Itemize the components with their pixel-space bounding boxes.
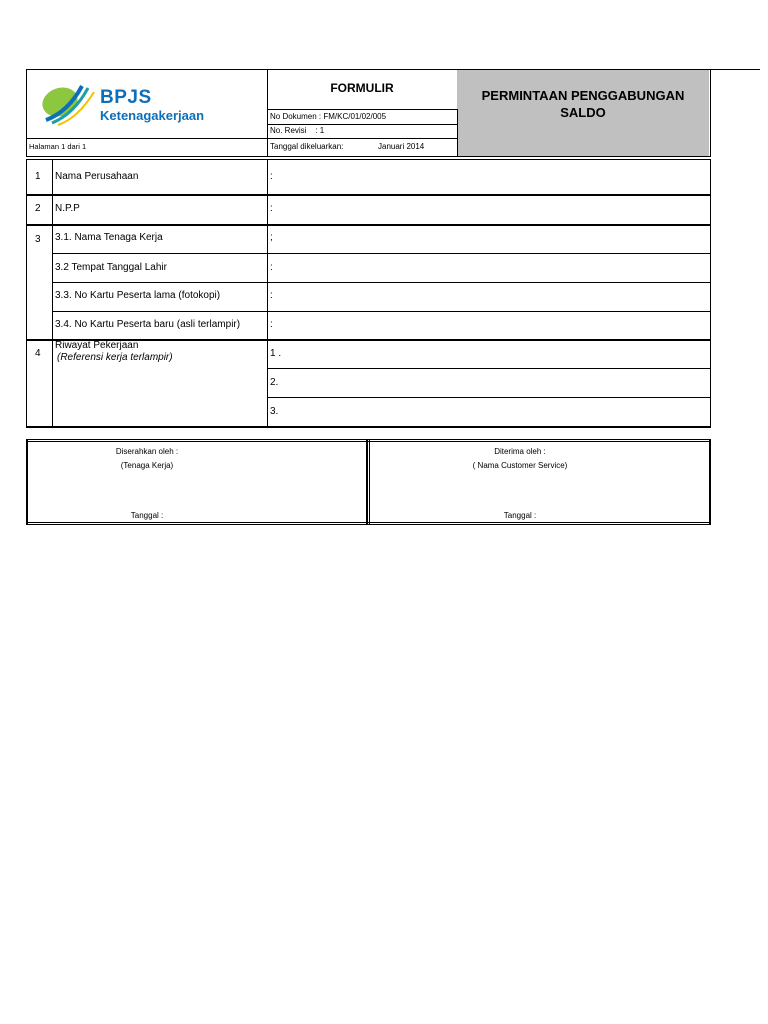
submitted-date-label: Tanggal : xyxy=(130,511,164,520)
row-number-1: 1 xyxy=(35,171,41,182)
field-value-worker-name[interactable]: ; xyxy=(270,232,273,243)
bpjs-logo-icon xyxy=(38,82,108,126)
logo-subtitle: Ketenagakerjaan xyxy=(100,108,205,123)
received-by-label: Diterima oleh : xyxy=(494,447,546,456)
row-number-4: 4 xyxy=(35,348,41,359)
page-info: Halaman 1 dari 1 xyxy=(29,142,87,151)
field-label-new-card-number: 3.4. No Kartu Peserta baru (asli terlampir) xyxy=(55,319,241,330)
row-number-2: 2 xyxy=(35,203,41,214)
submitted-by-role: (Tenaga Kerja) xyxy=(120,461,174,470)
work-history-entry-1[interactable]: 1 . xyxy=(270,348,282,359)
received-by-role: ( Nama Customer Service) xyxy=(472,461,568,470)
field-value-npp[interactable]: : xyxy=(270,203,273,214)
work-history-entry-3[interactable]: 3. xyxy=(270,406,279,417)
field-value-old-card-number[interactable]: : xyxy=(270,290,273,301)
formulir-label: FORMULIR xyxy=(330,81,394,95)
revision-number: No. Revisi : 1 xyxy=(270,126,325,135)
work-history-entry-2[interactable]: 2. xyxy=(270,377,279,388)
field-label-birth-place-date: 3.2 Tempat Tanggal Lahir xyxy=(55,262,167,273)
field-label-old-card-number: 3.3. No Kartu Peserta lama (fotokopi) xyxy=(55,290,221,301)
received-date-label: Tanggal : xyxy=(503,511,537,520)
bpjs-logo xyxy=(38,82,228,126)
issued-value: Januari 2014 xyxy=(378,142,425,151)
field-label-work-history: Riwayat Pekerjaan xyxy=(55,340,139,351)
field-value-company-name[interactable]: : xyxy=(270,171,273,182)
field-label-company-name: Nama Perusahaan xyxy=(55,171,139,182)
field-value-new-card-number[interactable]: : xyxy=(270,319,273,330)
row-number-3: 3 xyxy=(35,234,41,245)
field-value-birth-place-date[interactable]: : xyxy=(270,262,273,273)
form-title-line1: PERMINTAAN PENGGABUNGAN xyxy=(481,88,685,103)
form-title xyxy=(457,87,709,121)
logo-brand: BPJS xyxy=(100,87,152,108)
submitted-by-label: Diserahkan oleh : xyxy=(115,447,179,456)
form-title-line2: SALDO xyxy=(560,105,606,120)
field-label-npp: N.P.P xyxy=(55,203,80,214)
document-number: No Dokumen : FM/KC/01/02/005 xyxy=(270,112,387,121)
field-label-worker-name: 3.1. Nama Tenaga Kerja xyxy=(55,232,163,243)
issued-label: Tanggal dikeluarkan: xyxy=(270,142,344,151)
work-history-note: (Referensi kerja terlampir) xyxy=(57,352,173,363)
